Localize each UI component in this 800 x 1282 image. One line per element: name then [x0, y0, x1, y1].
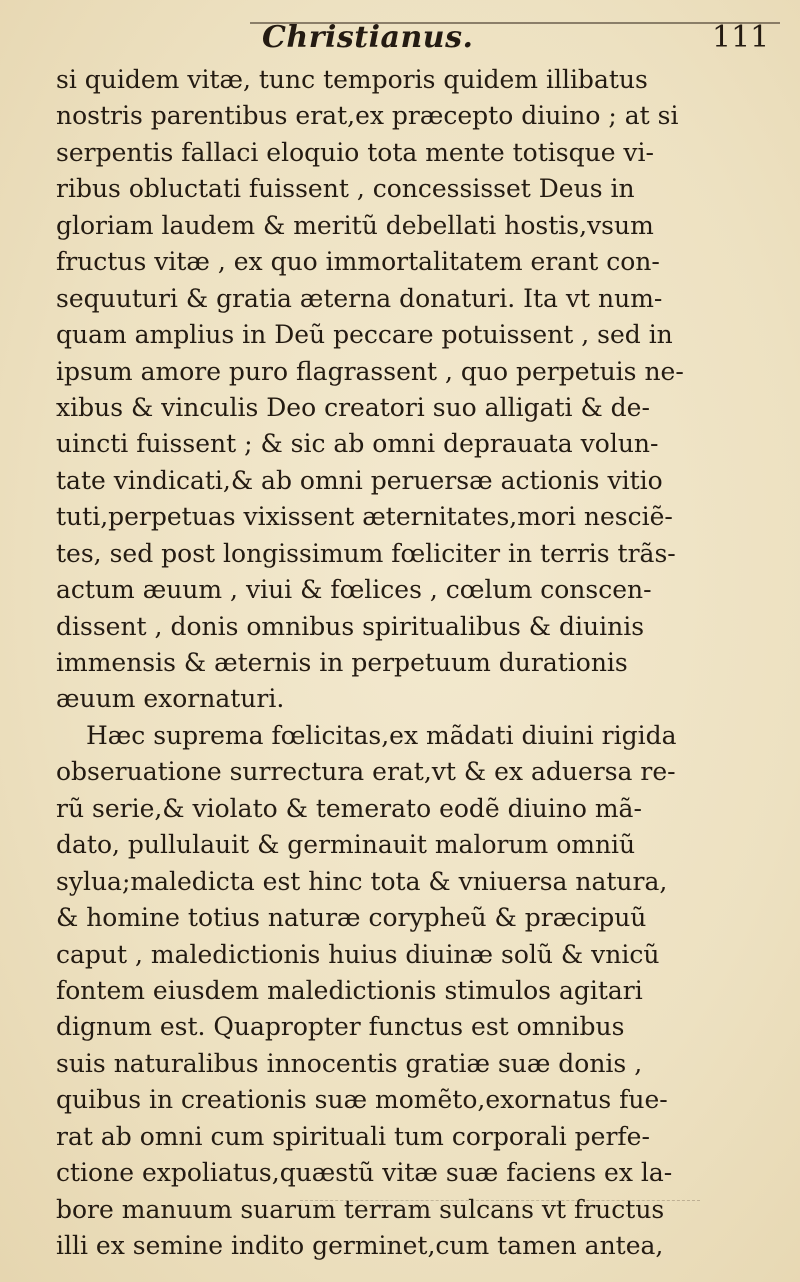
text-line: dissent , donis omnibus spiritualibus & diuinis [56, 611, 645, 641]
text-line: serpentis fallaci eloquio tota mente totisque vi- [56, 137, 654, 167]
text-line: bore manuum suarum terram sulcans vt fructus [56, 1194, 665, 1224]
text-line: sylua;maledicta est hinc tota & vniuersa natura, [56, 866, 668, 896]
text-line: tes, sed post longissimum fœliciter in terris trãs- [56, 538, 676, 568]
text-line: uincti fuissent ; & sic ab omni deprauata volun- [56, 429, 659, 459]
text-line: suis naturalibus innocentis gratiæ suæ donis , [56, 1048, 643, 1078]
text-line: ipsum amore puro flagrassent , quo perpetuis ne- [56, 356, 684, 386]
text-line: dignum est. Quapropter functus est omnibus [56, 1012, 625, 1042]
text-line: tuti,perpetuas vixissent æternitates,mori nesciẽ- [56, 502, 673, 532]
text-line: xibus & vinculis Deo creatori suo alligati & de- [56, 392, 650, 422]
text-line: fontem eiusdem maledictionis stimulos agitari [56, 975, 643, 1005]
text-line: & homine totius naturæ corypheũ & præcipuũ [56, 903, 647, 933]
text-line: ctione expoliatus,quæstũ vitæ suæ faciens ex la- [56, 1158, 673, 1188]
text-line: sequuturi & gratia æterna donaturi. Ita vt num- [56, 283, 663, 313]
text-line: æuum exornaturi. [56, 684, 285, 714]
text-line: tate vindicati,& ab omni peruersæ actionis vitio [56, 465, 663, 495]
text-line-paragraph-start: Hæc suprema fœlicitas,ex mãdati diuini rigida [86, 720, 677, 750]
text-line: actum æuum , viui & fœlices , cœlum conscen- [56, 575, 652, 605]
text-line: caput , maledictionis huius diuinæ solũ & vnicũ [56, 939, 660, 969]
text-line: immensis & æternis in perpetuum durationis [56, 648, 628, 677]
text-line: rũ serie,& violato & temerato eodẽ diuino mã- [56, 793, 642, 823]
text-line: quam amplius in Deũ peccare potuissent , sed in [56, 320, 673, 350]
text-line: ribus obluctati fuissent , concessisset Deus in [56, 174, 635, 204]
page-number: 111 [712, 20, 770, 55]
running-title: Christianus. [262, 20, 474, 55]
text-line: rat ab omni cum spirituali tum corporali perfe- [56, 1121, 650, 1151]
text-line: illi ex semine indito germinet,cum tamen antea, [56, 1231, 664, 1260]
text-line: dato, pullulauit & germinauit malorum omniũ [56, 830, 636, 860]
bottom-show-through [300, 1188, 700, 1201]
text-line: gloriam laudem & meritũ debellati hostis,vsum [56, 210, 654, 240]
running-head [0, 14, 800, 62]
body-text [56, 62, 776, 1264]
text-line: si quidem vitæ, tunc temporis quidem illibatus [56, 65, 648, 94]
text-line: fructus vitæ , ex quo immortalitatem erant con- [56, 247, 660, 277]
text-line: obseruatione surrectura erat,vt & ex aduersa re- [56, 757, 676, 787]
text-line: quibus in creationis suæ momẽto,exornatus fue- [56, 1085, 668, 1115]
text-line: nostris parentibus erat,ex præcepto diuino ; at si [56, 101, 679, 131]
